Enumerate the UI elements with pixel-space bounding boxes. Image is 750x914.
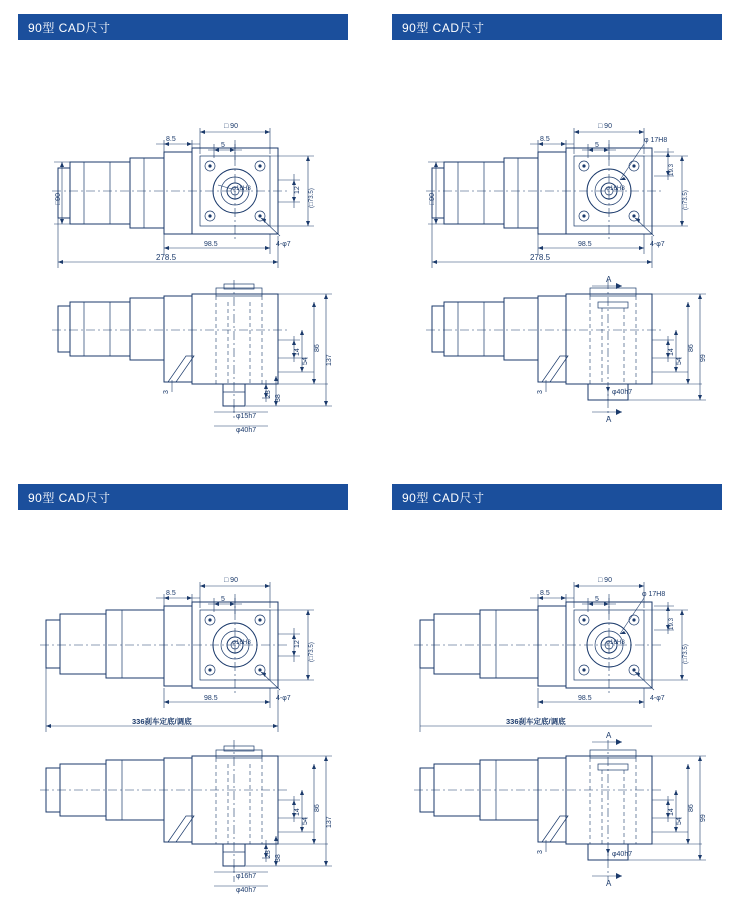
svg-text:86: 86 (688, 804, 695, 812)
svg-text:4-φ7: 4-φ7 (276, 695, 291, 702)
panel-drawing (392, 40, 722, 440)
panel-drawing (392, 510, 722, 910)
svg-text:336刹车定底/调底: 336刹车定底/调底 (132, 717, 192, 726)
svg-text:□ 90: □ 90 (224, 577, 238, 584)
panel-title: 90型 CAD尺寸 (402, 21, 485, 35)
svg-text:38: 38 (275, 394, 282, 402)
svg-text:(□73.5): (□73.5) (682, 190, 689, 210)
svg-text:86: 86 (314, 344, 321, 352)
svg-text:98.5: 98.5 (578, 241, 592, 248)
svg-text:5: 5 (595, 142, 599, 149)
svg-text:12: 12 (294, 186, 301, 194)
svg-text:8.5: 8.5 (166, 136, 176, 143)
svg-text:54: 54 (676, 817, 683, 825)
svg-text:99: 99 (700, 354, 707, 362)
svg-text:A: A (606, 879, 612, 888)
svg-text:□ 90: □ 90 (224, 123, 238, 130)
svg-text:φ16H8: φ16H8 (606, 185, 625, 192)
svg-text:336刹车定底/调底: 336刹车定底/调底 (506, 717, 566, 726)
svg-text:φ16H8: φ16H8 (232, 639, 251, 646)
svg-text:4-φ7: 4-φ7 (650, 695, 665, 702)
svg-text:19.3: 19.3 (668, 617, 675, 630)
svg-text:3: 3 (537, 850, 544, 854)
svg-text:8.5: 8.5 (540, 136, 550, 143)
svg-text:98.5: 98.5 (204, 241, 218, 248)
svg-text:(□73.5): (□73.5) (308, 188, 315, 208)
svg-text:□90: □90 (55, 192, 62, 205)
svg-text:3: 3 (537, 390, 544, 394)
svg-text:4-φ7: 4-φ7 (650, 241, 665, 248)
svg-text:23: 23 (265, 850, 272, 858)
svg-text:5: 5 (221, 596, 225, 603)
svg-text:3: 3 (163, 390, 170, 394)
svg-text:4-φ7: 4-φ7 (276, 241, 291, 248)
svg-text:54: 54 (302, 357, 309, 365)
svg-text:137: 137 (326, 816, 333, 828)
svg-text:278.5: 278.5 (530, 253, 551, 262)
svg-text:□90: □90 (429, 192, 436, 205)
svg-text:98.5: 98.5 (578, 695, 592, 702)
svg-text:23: 23 (265, 390, 272, 398)
svg-text:54: 54 (302, 817, 309, 825)
panel-title: 90型 CAD尺寸 (28, 491, 111, 505)
svg-text:14: 14 (668, 808, 675, 816)
svg-text:A: A (606, 275, 612, 284)
panel-drawing (18, 510, 348, 910)
panel-top-right (392, 14, 722, 444)
panel-title: 90型 CAD尺寸 (28, 21, 111, 35)
panel-drawing (18, 40, 348, 440)
panel-top-left (18, 14, 348, 444)
svg-text:φ 17H8: φ 17H8 (644, 137, 668, 144)
svg-text:A: A (606, 731, 612, 740)
svg-text:φ16H8: φ16H8 (606, 639, 625, 646)
svg-text:φ40h7: φ40h7 (612, 389, 633, 396)
panel-title-bar (18, 484, 348, 510)
svg-text:□ 90: □ 90 (598, 577, 612, 584)
svg-text:□ 90: □ 90 (598, 123, 612, 130)
svg-text:98.5: 98.5 (204, 695, 218, 702)
panel-bottom-right (392, 484, 722, 914)
svg-text:19.3: 19.3 (668, 163, 675, 176)
svg-text:φ40h7: φ40h7 (236, 427, 257, 434)
svg-text:278.5: 278.5 (156, 253, 177, 262)
panel-title: 90型 CAD尺寸 (402, 491, 485, 505)
svg-text:φ16h7: φ16h7 (236, 873, 257, 880)
svg-text:5: 5 (595, 596, 599, 603)
svg-text:A: A (606, 415, 612, 424)
svg-text:14: 14 (668, 348, 675, 356)
svg-text:φ16H8: φ16H8 (232, 185, 251, 192)
svg-text:8.5: 8.5 (166, 590, 176, 597)
panel-title-bar (18, 14, 348, 40)
svg-text:(□73.5): (□73.5) (308, 642, 315, 662)
svg-text:14: 14 (294, 808, 301, 816)
svg-text:86: 86 (688, 344, 695, 352)
svg-text:φ15h7: φ15h7 (236, 413, 257, 420)
svg-text:14: 14 (294, 348, 301, 356)
panel-bottom-left (18, 484, 348, 914)
svg-text:99: 99 (700, 814, 707, 822)
panel-title-bar (392, 484, 722, 510)
svg-text:φ40h7: φ40h7 (612, 851, 633, 858)
svg-text:φ 17H8: φ 17H8 (642, 591, 666, 598)
svg-text:8.5: 8.5 (540, 590, 550, 597)
svg-text:12: 12 (294, 640, 301, 648)
svg-text:(□73.5): (□73.5) (682, 644, 689, 664)
svg-text:5: 5 (221, 142, 225, 149)
panel-title-bar (392, 14, 722, 40)
svg-text:86: 86 (314, 804, 321, 812)
svg-text:φ40h7: φ40h7 (236, 887, 257, 894)
svg-text:54: 54 (676, 357, 683, 365)
svg-text:38: 38 (275, 854, 282, 862)
svg-text:137: 137 (326, 354, 333, 366)
